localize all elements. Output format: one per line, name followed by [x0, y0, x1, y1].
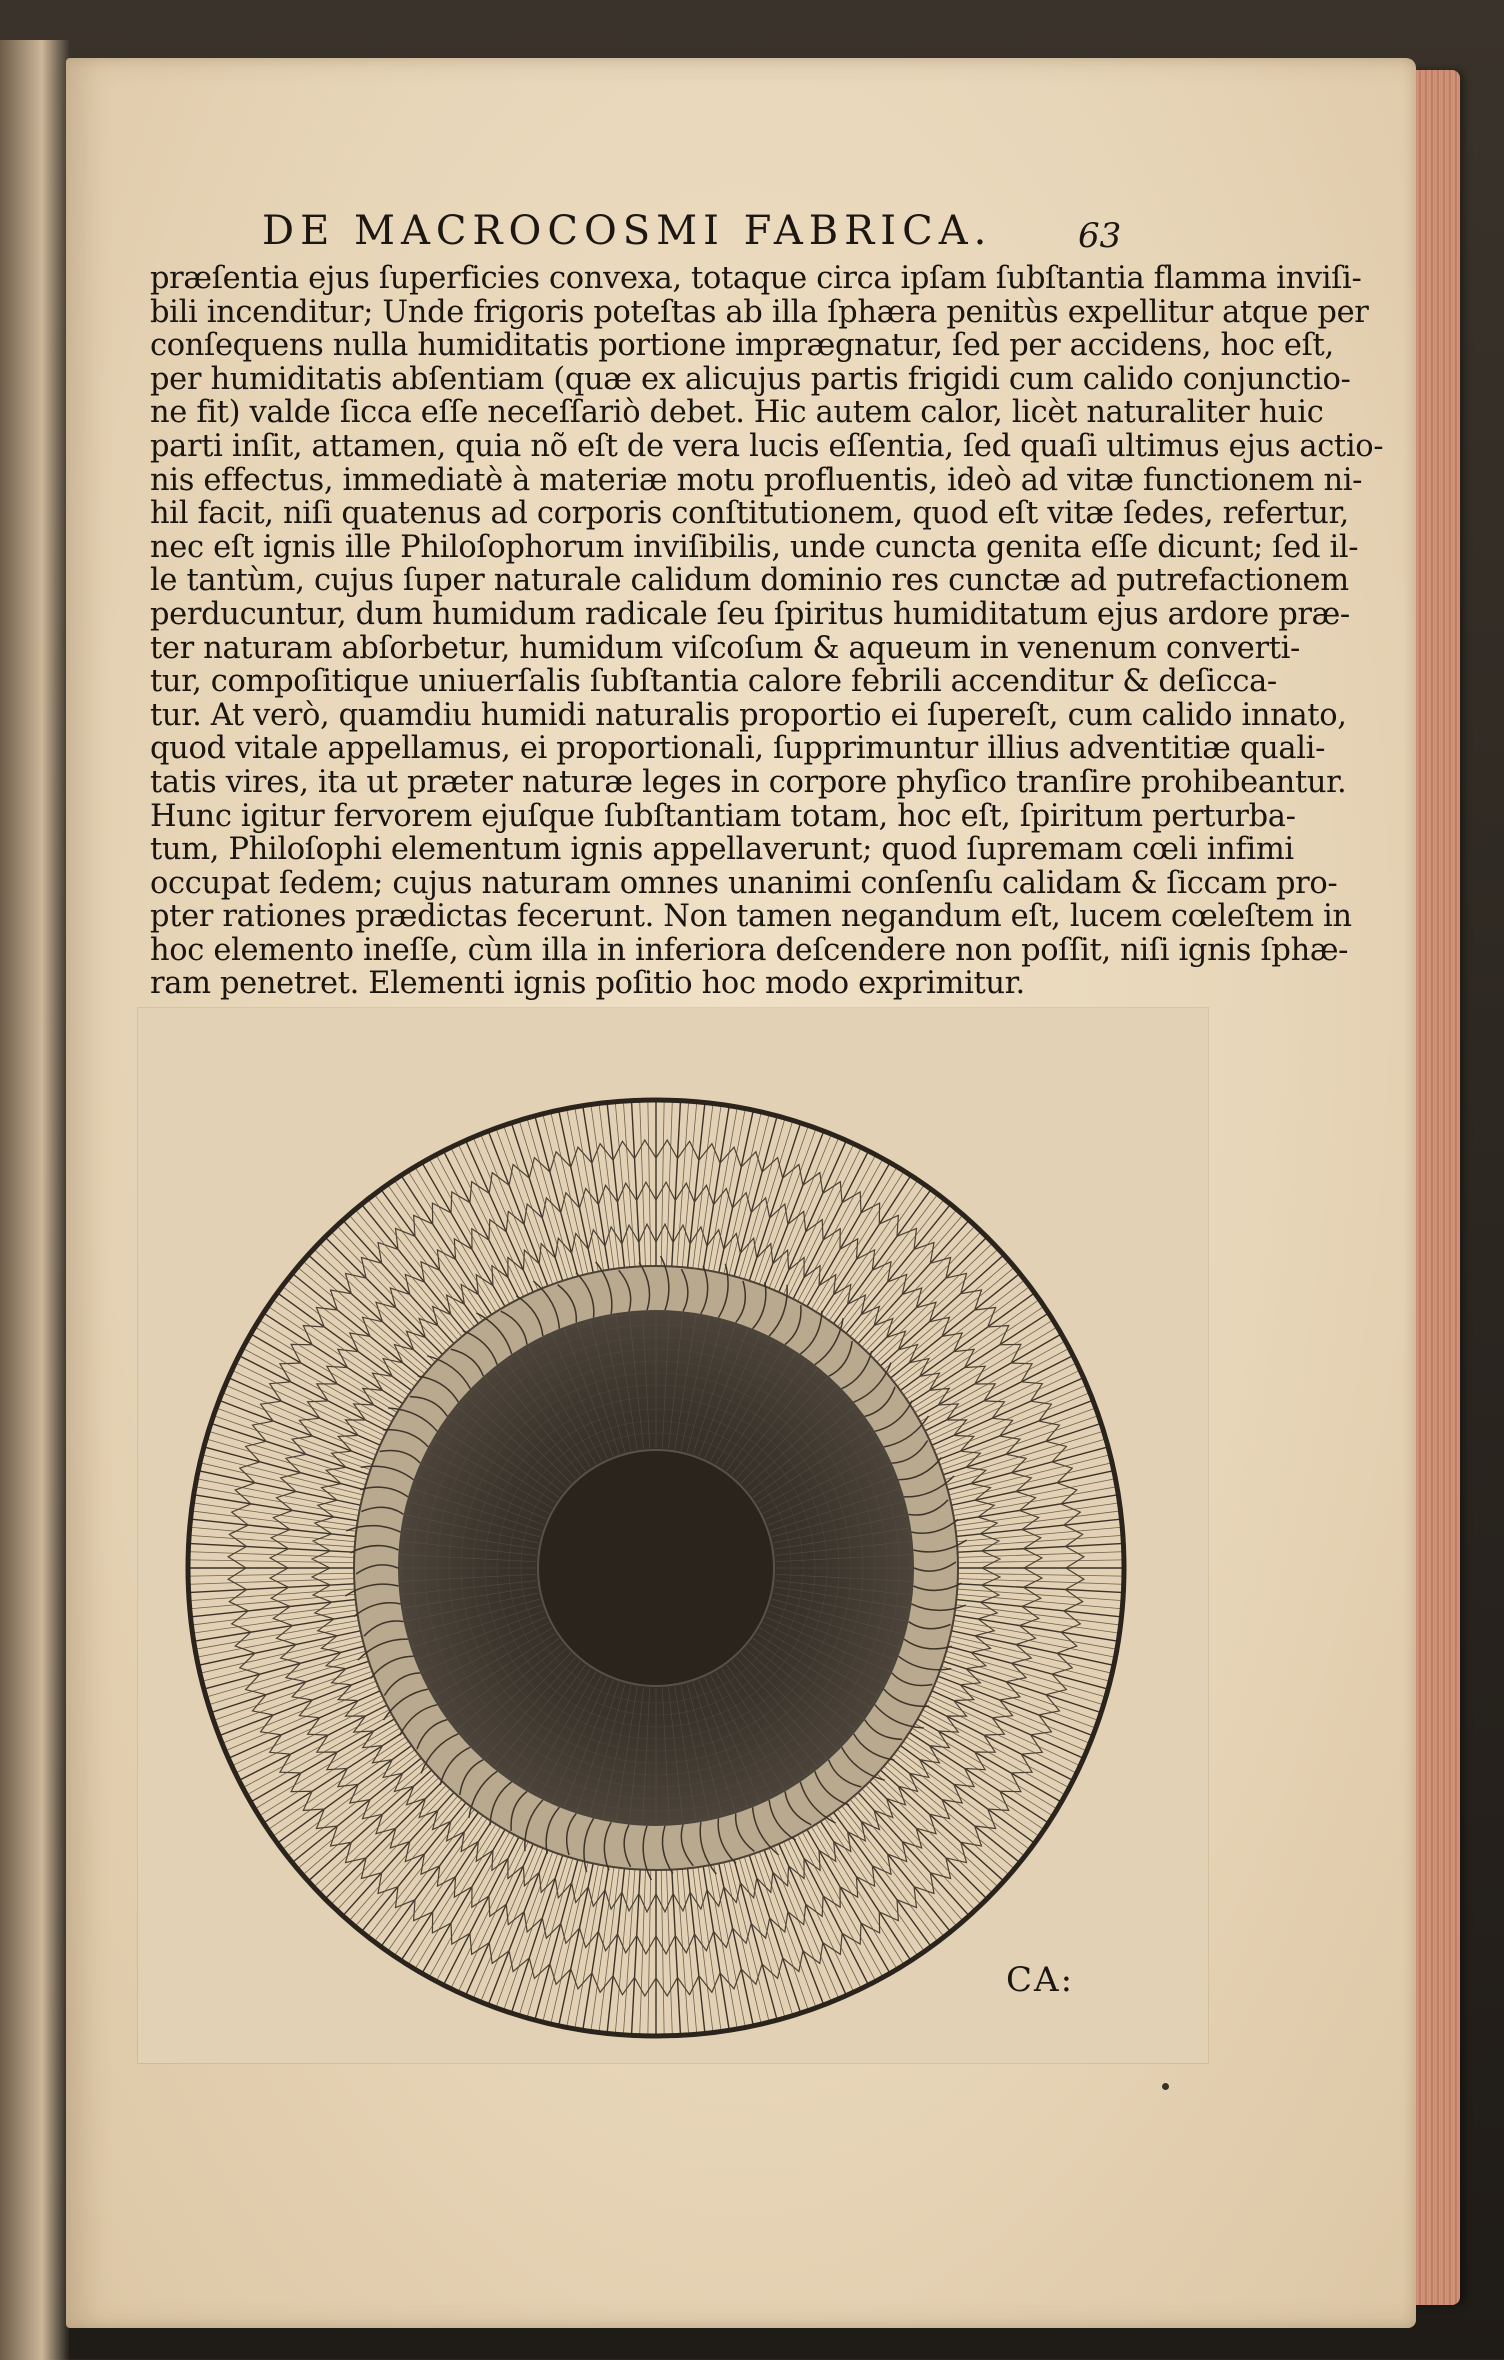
- engraving-plate: [138, 1008, 1208, 2063]
- sphere-of-fire-engraving: [138, 1008, 1208, 2063]
- text-line: quod vitale appellamus, ei proportionali, ſupprimuntur illius adventitiæ quali-: [150, 731, 1326, 767]
- text-line: bili incenditur; Unde frigoris poteſtas ab illa ſphæra penitùs expellitur atque per: [150, 294, 1369, 330]
- text-line: per humiditatis abſentiam (quæ ex alicujus partis frigidi cum calido conjunctio-: [150, 361, 1351, 397]
- text-line: præſentia ejus ſuperficies convexa, totaque circa ipſam ſubſtantia flamma inviſi-: [150, 261, 1362, 296]
- text-line: conſequens nulla humiditatis portione imprægnatur, ſed per accidens, hoc eſt,: [150, 328, 1334, 364]
- text-line: ter naturam abſorbetur, humidum viſcoſum & aqueum in venenum converti-: [150, 630, 1300, 666]
- text-line: le tantùm, cujus ſuper naturale calidum dominio res cunctæ ad putrefactionem: [150, 563, 1349, 599]
- text-line: tur. At verò, quamdiu humidi naturalis proportio ei ſupereſt, cum calido innato,: [150, 697, 1347, 733]
- text-line: nis effectus, immediatè à materiæ motu profluentis, ideò ad vitæ functionem ni-: [150, 462, 1363, 498]
- text-line: tum, Philoſophi elementum ignis appellaverunt; quod ſupremam cœli infimi: [150, 832, 1294, 868]
- catchword: CA:: [1006, 1960, 1075, 2000]
- text-line: parti inſit, attamen, quia nõ eſt de vera lucis eſſentia, ſed quaſi ultimus ejus actio-: [150, 428, 1384, 464]
- central-globe: [538, 1450, 774, 1686]
- body-text: [150, 261, 1384, 1002]
- text-line: nec eſt ignis ille Philoſophorum inviſibilis, unde cuncta genita eſſe dicunt; ſed il-: [150, 529, 1359, 565]
- text-line: occupat ſedem; cujus naturam omnes unanimi conſenſu calidam & ſiccam pro-: [150, 865, 1338, 901]
- page-number: 63: [1078, 216, 1122, 256]
- ink-dot: [1162, 2083, 1169, 2090]
- running-head: DE MACROCOSMI FABRICA.: [262, 208, 993, 254]
- text-line: tatis vires, ita ut præter naturæ leges in corpore phyſico tranſire prohibeantur.: [150, 764, 1347, 800]
- binding-gutter: [0, 40, 70, 2360]
- text-line: ne fit) valde ſicca eſſe neceſſariò debet. Hic autem calor, licèt naturaliter huic: [150, 395, 1324, 431]
- text-line: hoc elemento ineſſe, cùm illa in inferiora deſcendere non poſſit, niſi ignis ſphæ-: [150, 932, 1349, 968]
- text-line: Hunc igitur fervorem ejuſque ſubſtantiam totam, hoc eſt, ſpiritum perturba-: [150, 798, 1296, 834]
- text-line: ram penetret. Elementi ignis poſitio hoc modo exprimitur.: [150, 966, 1025, 1002]
- text-line: hil facit, niſi quatenus ad corporis conſtitutionem, quod eſt vitæ ſedes, refertur,: [150, 496, 1349, 532]
- text-line: pter rationes prædictas fecerunt. Non tamen negandum eſt, lucem cœleſtem in: [150, 899, 1352, 935]
- text-line: perducuntur, dum humidum radicale ſeu ſpiritus humiditatum ejus ardore præ-: [150, 596, 1350, 632]
- text-line: tur, compoſitique uniuerſalis ſubſtantia calore febrili accenditur & deſicca-: [150, 664, 1277, 700]
